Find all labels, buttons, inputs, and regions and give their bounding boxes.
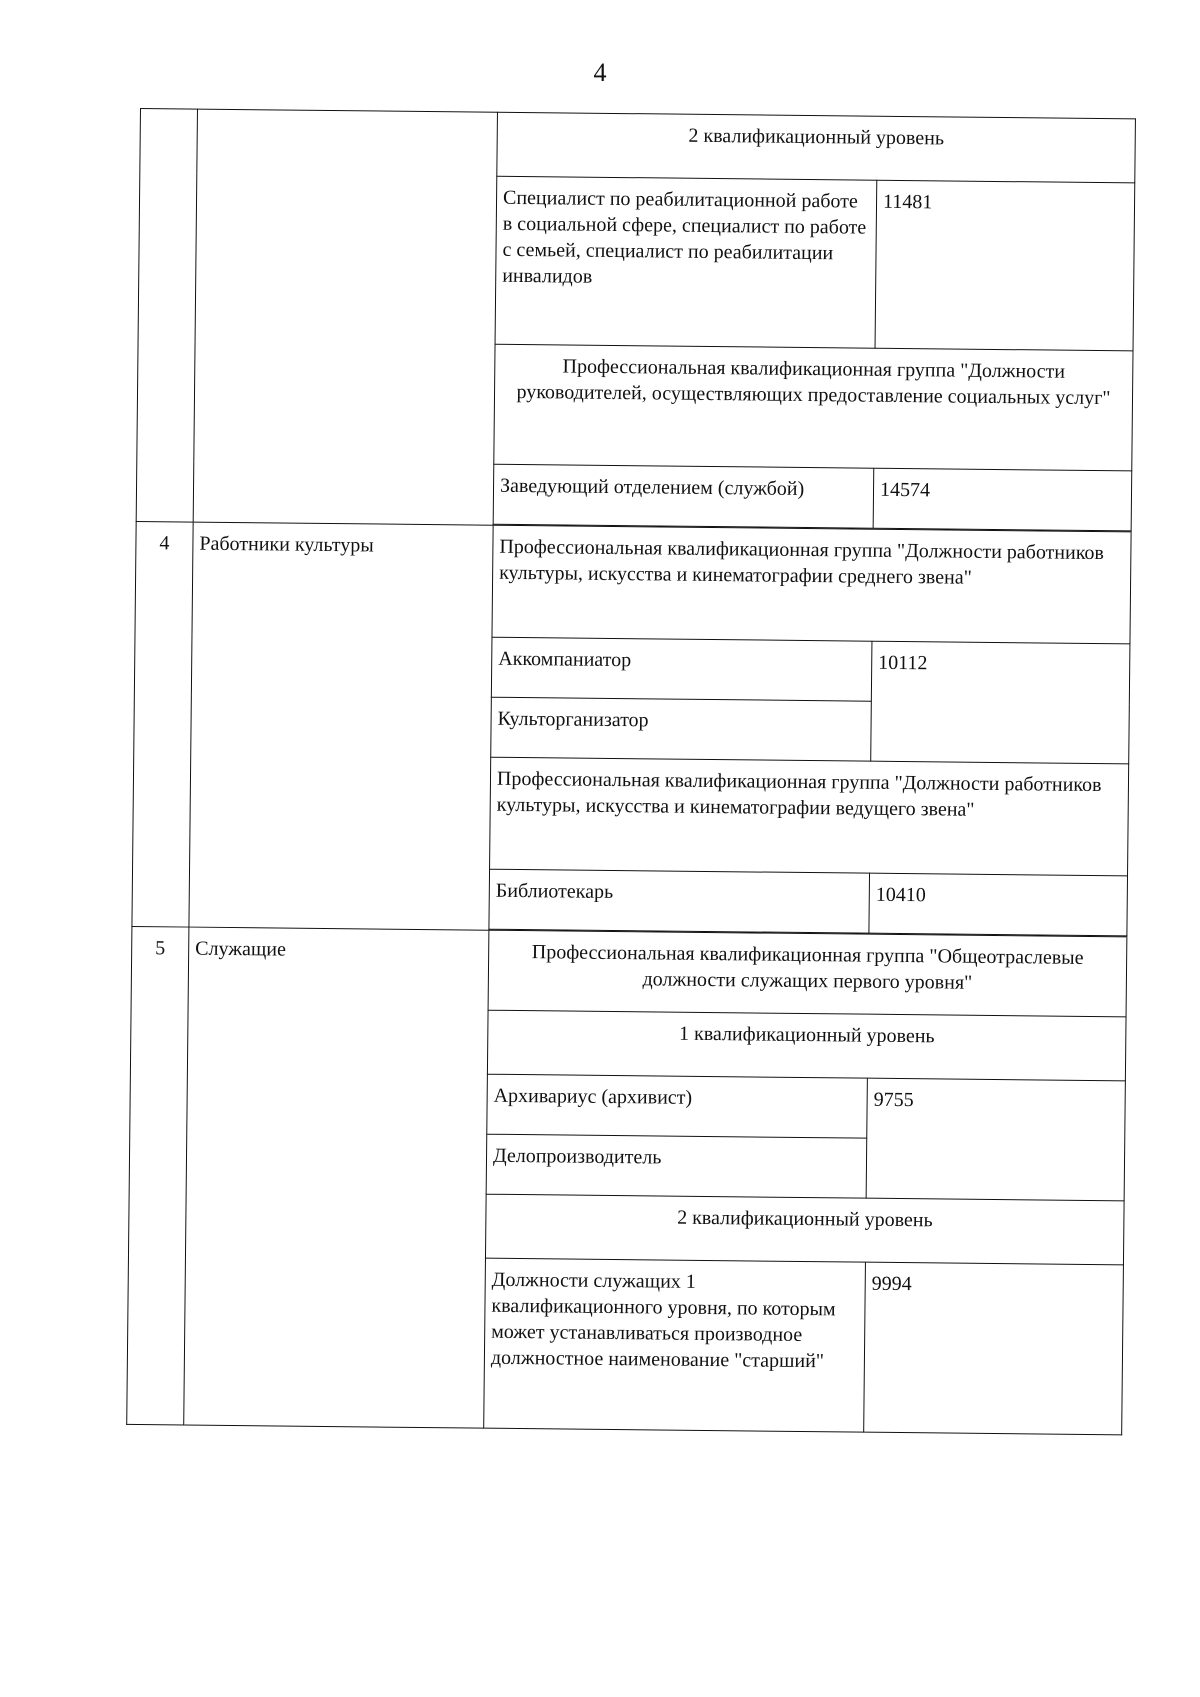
group-heading: Профессиональная квалификационная группа "Общеотраслевые должности служащих первого уровня": [488, 930, 1127, 1017]
qualification-table: [126, 108, 1136, 1435]
position-cell: Архивариус (архивист): [487, 1074, 868, 1138]
position-cell: Культорганизатор: [491, 697, 872, 761]
qualification-level-heading: 1 квалификационный уровень: [487, 1010, 1126, 1081]
table-row: [140, 109, 1136, 183]
position-cell: Заведующий отделением (службой): [493, 464, 874, 528]
code-cell: 14574: [873, 468, 1132, 531]
category-cell: [193, 109, 497, 525]
position-cell: Библиотекарь: [489, 869, 870, 933]
position-cell: Специалист по реабилитационной работе в социальной сфере, специалист по работе с семьей, специалист по реабилитации инвалидов: [495, 176, 877, 348]
page-number: 4: [593, 58, 607, 87]
code-cell: 9755: [866, 1078, 1125, 1201]
table-row: [131, 926, 1127, 1016]
group-heading: Профессиональная квалификационная группа "Должности руководителей, осуществляющих предоставление социальных услуг": [494, 344, 1133, 471]
position-cell: Должности служащих 1 квалификационного уровня, по которым может устанавливаться производное должностное наименование "старший": [484, 1258, 866, 1432]
qualification-level-heading: 2 квалификационный уровень: [497, 112, 1136, 183]
qualification-level-heading: 2 квалификационный уровень: [485, 1194, 1124, 1265]
category-cell: Служащие: [184, 927, 489, 1428]
row-number-cell: 5: [127, 926, 189, 1425]
position-cell: Делопроизводитель: [486, 1134, 867, 1198]
group-heading: Профессиональная квалификационная группа "Должности работников культуры, искусства и кинематографии среднего звена": [492, 525, 1131, 644]
code-cell: 11481: [875, 180, 1135, 351]
code-cell: 9994: [864, 1262, 1124, 1435]
category-cell: Работники культуры: [189, 522, 493, 930]
row-number-cell: [136, 109, 197, 523]
code-cell: 10112: [871, 641, 1130, 764]
group-heading: Профессиональная квалификационная группа "Должности работников культуры, искусства и кинематографии ведущего звена": [490, 757, 1129, 876]
code-cell: 10410: [869, 873, 1128, 936]
row-number-cell: 4: [132, 521, 193, 927]
position-cell: Аккомпаниатор: [491, 637, 872, 701]
table-row: [135, 521, 1131, 643]
